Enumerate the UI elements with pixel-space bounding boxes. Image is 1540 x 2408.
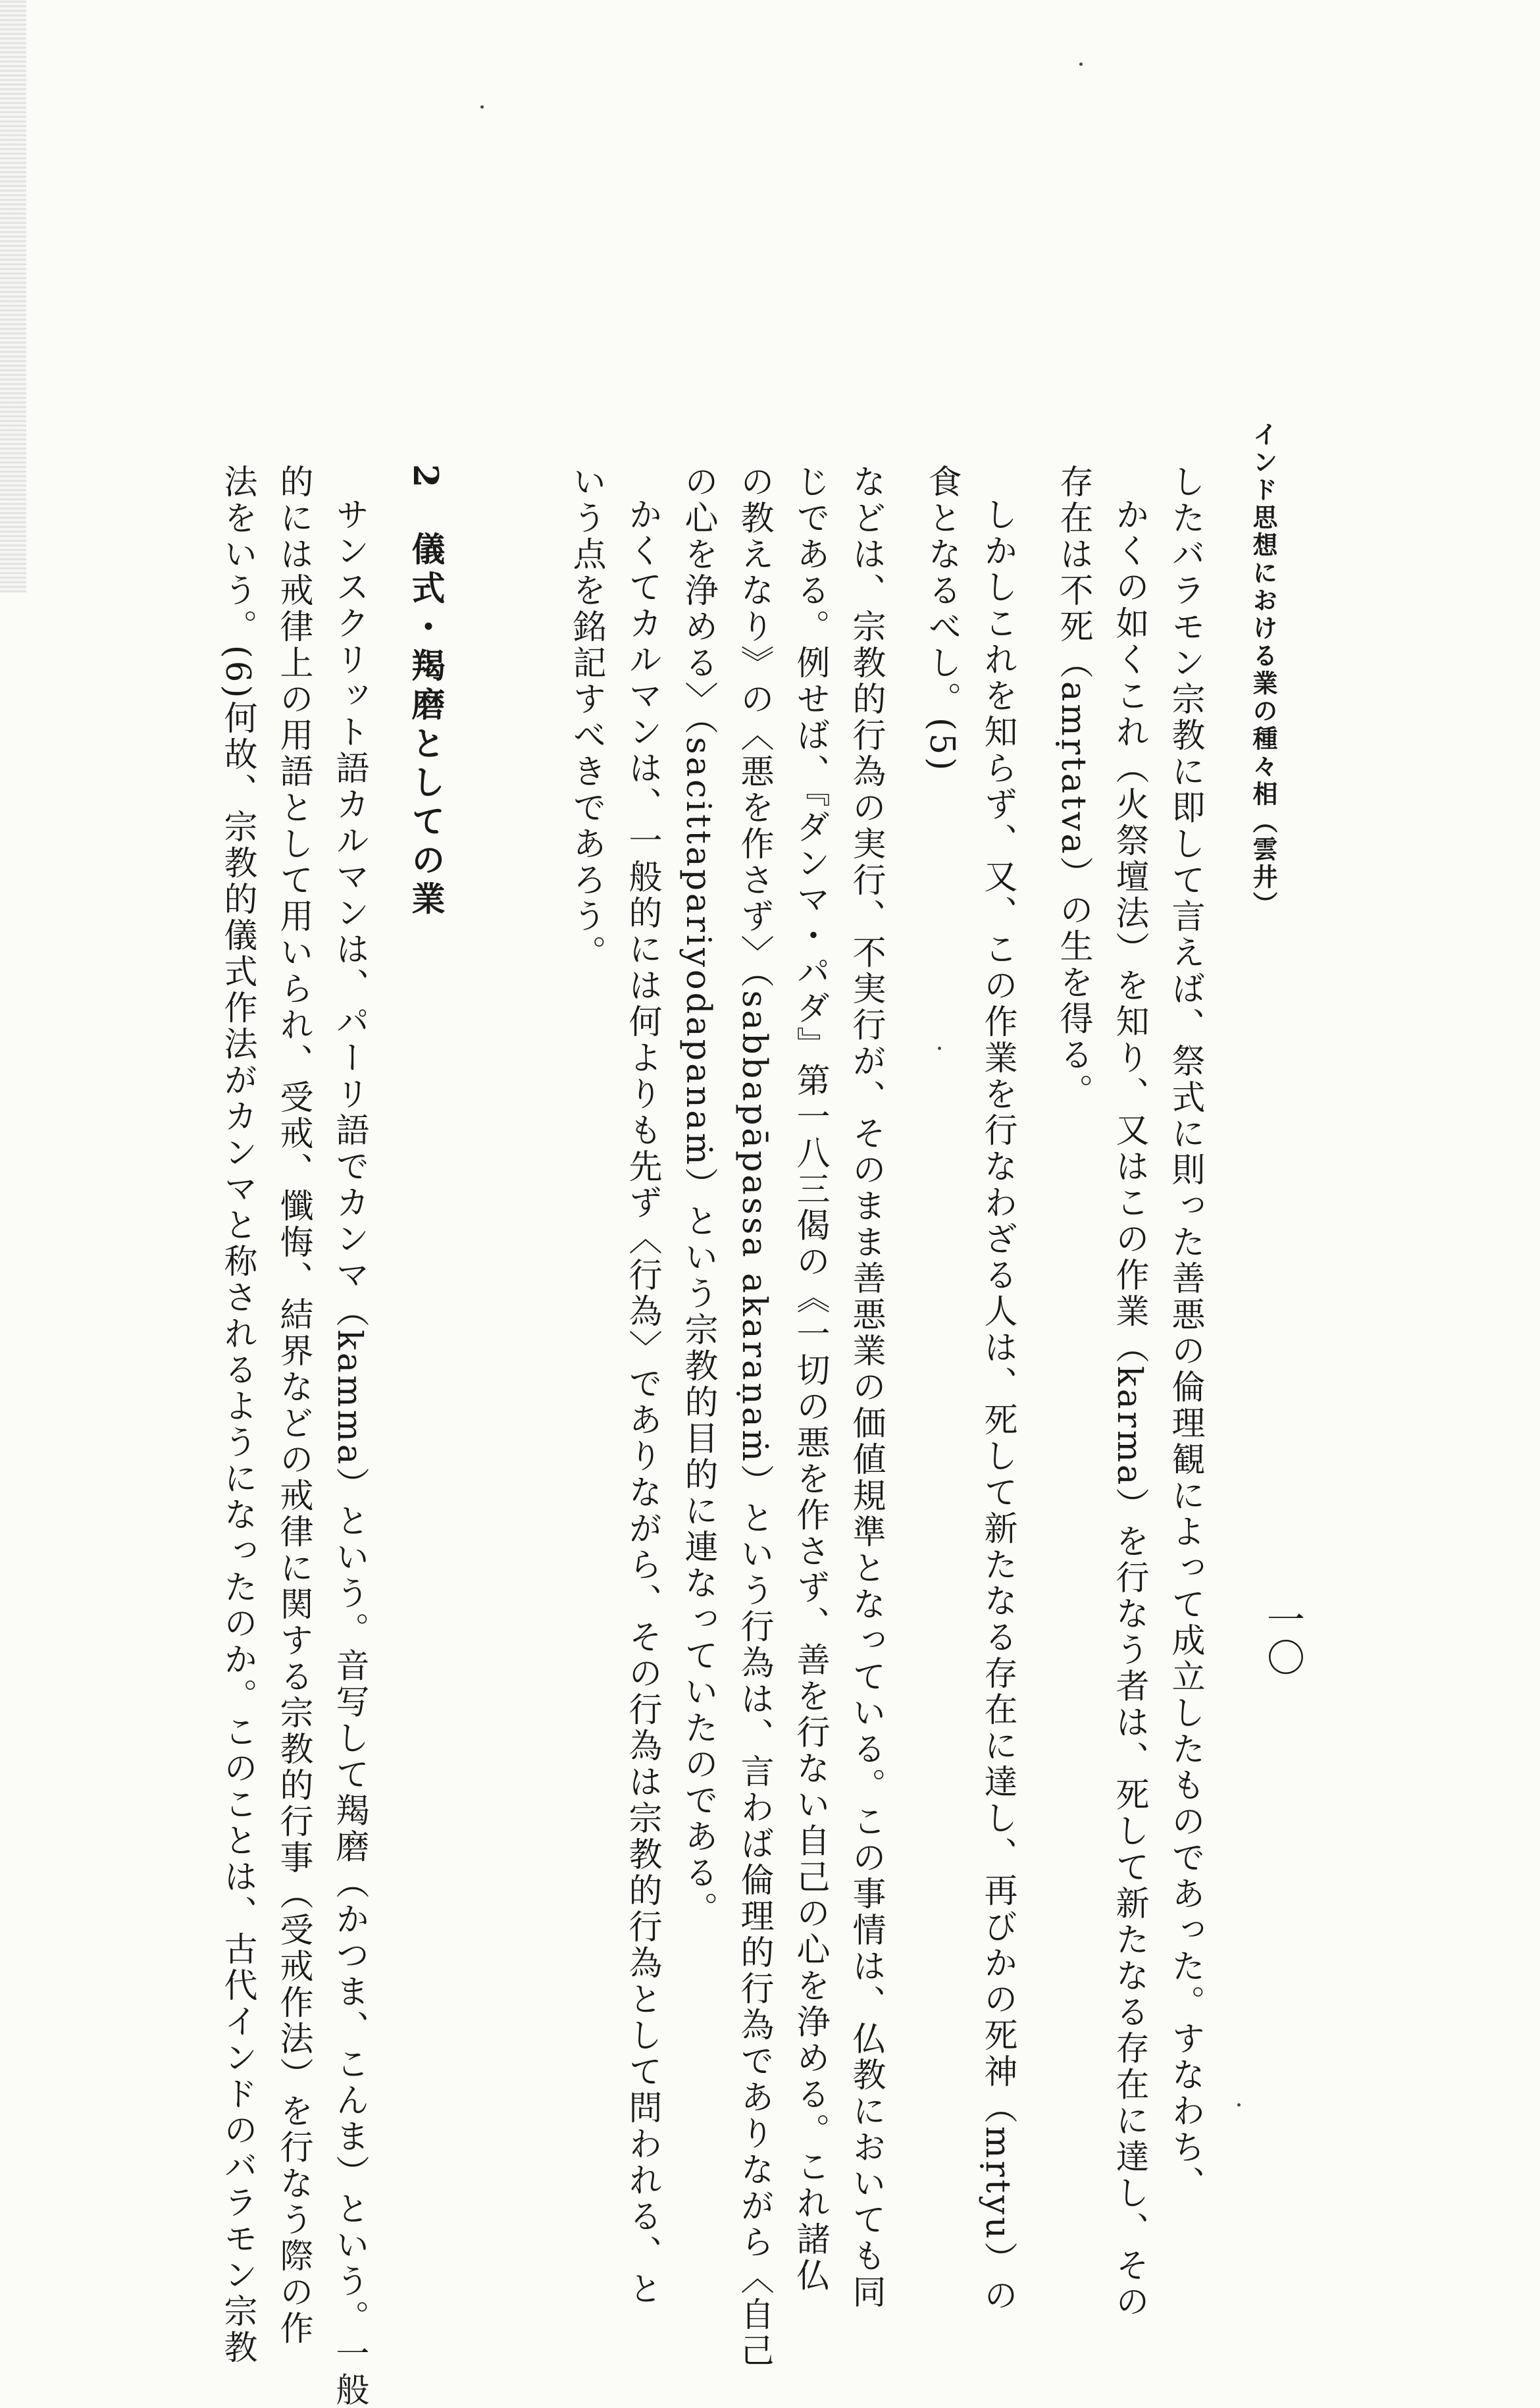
scan-speck	[938, 1047, 941, 1050]
body-line: 的には戒律上の用語として用いられ、受戒、懺悔、結界などの戒律に関する宗教的行事（受戒作法）を行なう際の作	[274, 464, 313, 2347]
body-line: サンスクリット語カルマンは、パーリ語でカンマ（kamma）という。音写して羯磨（かつま、こんま）という。一般	[330, 497, 369, 2408]
body-line: したバラモン宗教に即して言えば、祭式に則った善悪の倫理観によって成立したものであった。すなわち、	[1166, 464, 1204, 2202]
body-line: かくてカルマンは、一般的には何よりも先ず〈行為〉でありながら、その行為は宗教的行為として問われる、と	[623, 497, 661, 2307]
scan-speck	[1237, 2103, 1241, 2107]
body-line: の教えなり》の〈悪を作さず〉（sabbapāpassa akaraṇaṁ）という行為は、言わば倫理的行為でありながら〈自己	[734, 464, 773, 2369]
running-title: インド思想における業の種々相（雲井）	[1248, 421, 1278, 919]
page-number: 一〇	[1260, 1600, 1305, 1676]
scan-edge	[0, 0, 26, 592]
block-quote-line: しかしこれを知らず、又、この作業を行なわざる人は、死して新たなる存在に達し、再びかの死神（mṛtyu）の	[978, 497, 1017, 2314]
block-quote-line: 存在は不死（amṛtatva）の生を得る。	[1054, 464, 1092, 1110]
body-line: などは、宗教的行為の実行、不実行が、そのまま善悪業の価値規準となっている。この事情は、仏教においても同	[846, 464, 885, 2311]
scan-speck	[1079, 63, 1083, 66]
block-quote-line: 食となるべし。(5)	[922, 464, 961, 773]
body-line: じである。例せば、『ダンマ・パダ』第一八三偈の《一切の悪を作さず、善を行ない自己の心を浄める。これ諸仏	[790, 464, 829, 2294]
section-heading: 2 儀式・羯磨としての業	[405, 464, 445, 920]
body-line: 法をいう。(6)何故、宗教的儀式作法がカンマと称されるようになったのか。このことは、古代インドのバラモン宗教	[218, 464, 257, 2367]
body-line: の心を浄める〉（sacittapariyodapanaṁ）という宗教的目的に連なっていたのである。	[679, 464, 717, 1928]
block-quote-line: かくの如くこれ（火祭壇法）を知り、又はこの作業（karma）を行なう者は、死して新たなる存在に達し、その	[1110, 497, 1148, 2320]
body-line: いう点を銘記すべきであろう。	[567, 464, 605, 971]
scan-speck	[480, 105, 484, 109]
